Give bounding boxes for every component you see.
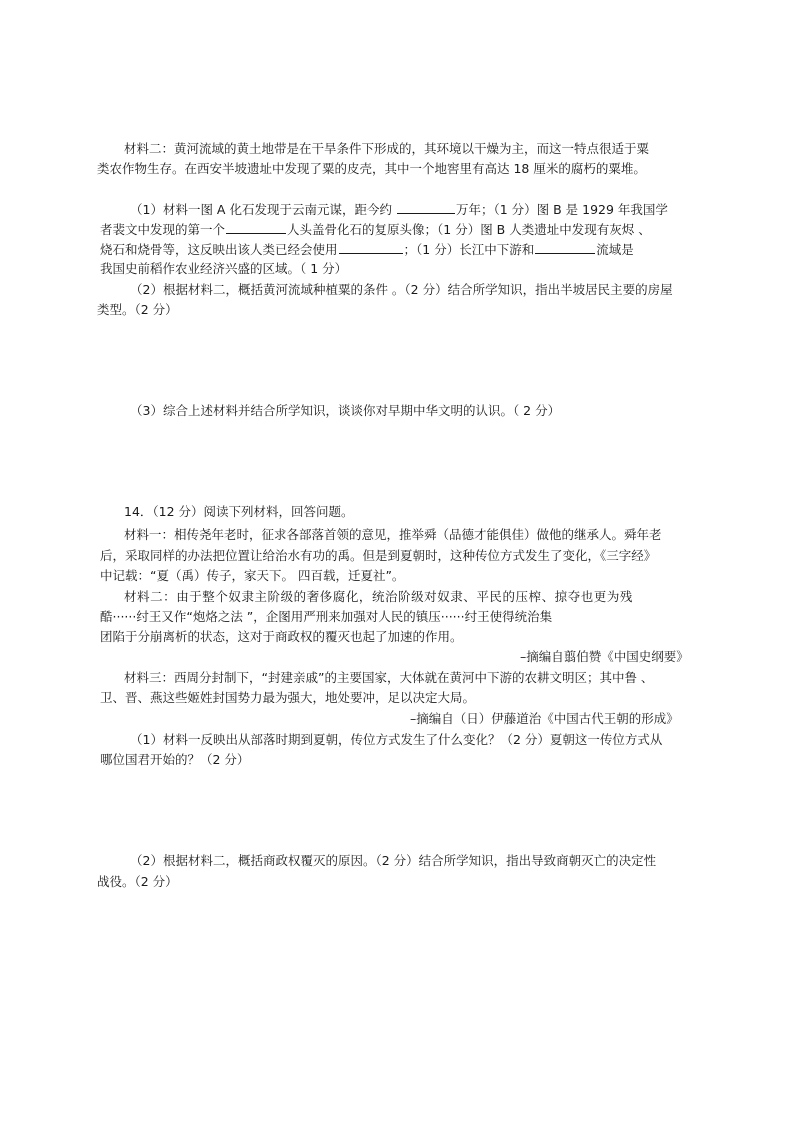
- material2-line2: 类农作物生存。在西安半坡遗址中发现了粟的皮壳，其中一个地窖里有高达 18 厘米的腐朽的粟堆。: [97, 161, 646, 176]
- q13-1-text-c: 者裴文中发现的第一个: [100, 222, 226, 237]
- q13-1-line4: 我国史前稻作农业经济兴盛的区域。（ 1 分）: [100, 261, 348, 276]
- q13-1-line1: [130, 200, 668, 219]
- q13-1-text-d: 人头盖骨化石的复原头像；（1 分）图 B 人类遗址中发现有灰烬 、: [287, 222, 651, 237]
- q14-2-line2: 战役。（2 分）: [97, 874, 178, 889]
- q13-1-text-g: 流域是: [596, 242, 634, 257]
- q14-material2-source: –摘编自翦伯赞《中国史纲要》: [520, 649, 689, 664]
- q14-material3-line1: 材料三：西周分封制下，“封建亲戚”的主要国家，大体就在黄河中下游的农耕文明区；其中鲁 、: [124, 670, 654, 685]
- q14-material3-line2: 卫、晋、燕这些姬姓封国势力最为强大，地处要冲，足以决定大局。: [100, 690, 476, 705]
- material2-line1: 材料二：黄河流域的黄土地带是在干旱条件下形成的，其环境以干燥为主，而这一特点很适于粟: [124, 141, 650, 156]
- q14-material1-line1: 材料一：相传尧年老时，征求各部落首领的意见，推举舜（品德才能俱佳）做他的继承人。舜年老: [124, 527, 662, 542]
- q14-material3-source: –摘编自（日）伊藤道治《中国古代王朝的形成》: [410, 711, 679, 726]
- q13-2-line1: （2）根据材料二，概括黄河流域种植粟的条件 。（2 分）结合所学知识，指出半坡居民主要的房屋: [130, 282, 673, 297]
- q13-1-text-b: 万年；（1 分）图 B 是 1929 年我国学: [455, 202, 668, 217]
- q13-1-text-f: ；（1 分）长江中下游和: [403, 242, 535, 257]
- answer-blank-4[interactable]: [535, 240, 595, 254]
- q14-material1-line2: 后，采取同样的办法把位置让给治水有功的禹。但是到夏朝时，这种传位方式发生了变化，《三字经》: [100, 548, 657, 563]
- q13-1-line2: [100, 220, 651, 239]
- q13-2-line2: 类型。（2 分）: [97, 302, 178, 317]
- q14-material2-line2: 酷······纣王又作“炮烙之法 ”，企图用严刑来加强对人民的镇压······纣王使得统治集: [100, 609, 553, 624]
- q14-2-line1: （2）根据材料二，概括商政权覆灭的原因。（2 分）结合所学知识，指出导致商朝灭亡的决定性: [130, 853, 657, 868]
- q14-header: 14．（12 分）阅读下列材料，回答问题。: [124, 504, 354, 519]
- q14-1-line1: （1）材料一反映出从部落时期到夏朝，传位方式发生了什么变化？（2 分）夏朝这一传位方式从: [130, 732, 663, 747]
- answer-blank-3[interactable]: [339, 240, 403, 254]
- answer-blank-1[interactable]: [397, 200, 455, 214]
- q13-1-text-a: （1）材料一图 A 化石发现于云南元谋，距今约: [130, 202, 396, 217]
- q14-1-line2: 哪位国君开始的？（2 分）: [100, 752, 250, 767]
- answer-blank-2[interactable]: [226, 220, 286, 234]
- q14-material2-line1: 材料二：由于整个奴隶主阶级的奢侈腐化，统治阶级对奴隶、平民的压榨、掠夺也更为残: [124, 589, 633, 604]
- q14-material2-line3: 团陷于分崩离析的状态，这对于商政权的覆灭也起了加速的作用。: [100, 629, 463, 644]
- q13-1-line3: [100, 240, 634, 259]
- q13-3-line1: （3）综合上述材料并结合所学知识，谈谈你对早期中华文明的认识。（ 2 分）: [130, 403, 561, 418]
- q13-1-text-e: 烧石和烧骨等，这反映出该人类已经会使用: [100, 242, 338, 257]
- q14-material1-line3: 中记载：“夏（禹）传子，家天下。 四百载，迁夏社”。: [100, 568, 405, 583]
